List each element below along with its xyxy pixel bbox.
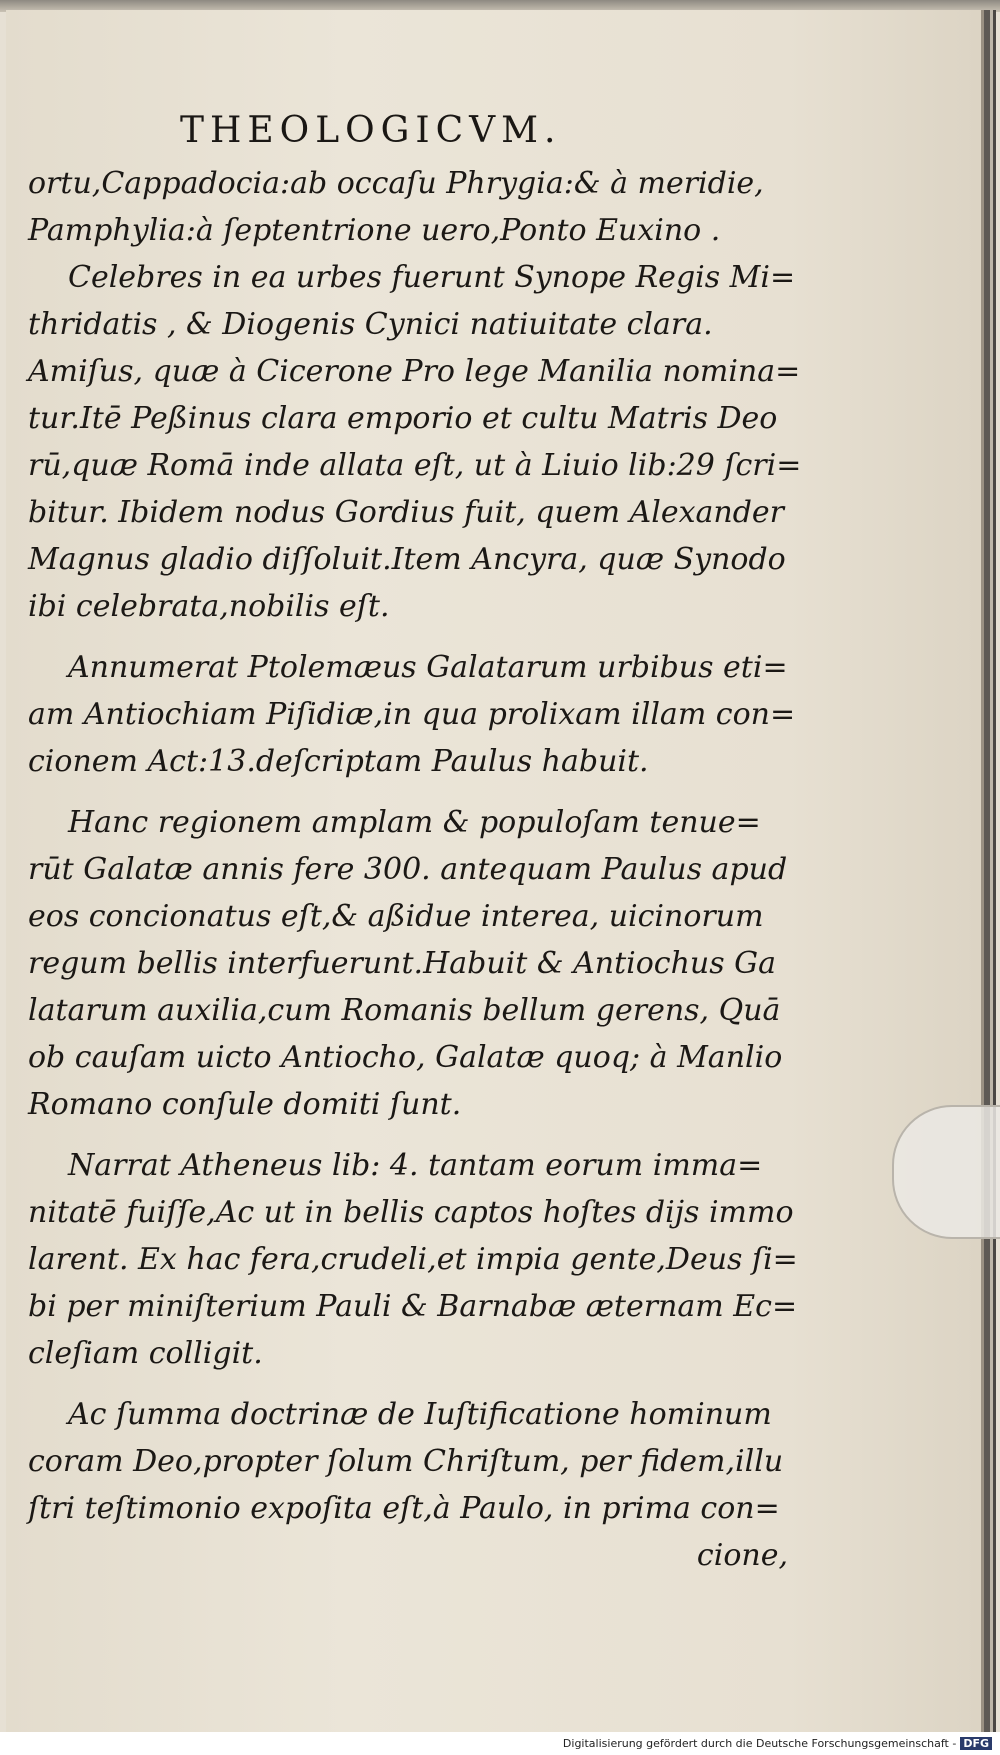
text-line: cionem Act:13.deſcriptam Paulus habuit. — [28, 744, 649, 779]
catchword: cione, — [696, 1538, 788, 1573]
text-line: Pamphylia:à ſeptentrione uero,Ponto Euxino . — [28, 213, 721, 248]
text-line: Magnus gladio diſſoluit.Item Ancyra, quæ Synodo — [28, 542, 786, 577]
text-line: tur.Itē Peßinus clara emporio et cultu Matris Deo — [28, 401, 778, 436]
text-line: coram Deo,propter ſolum Chriſtum, per fidem,illu — [28, 1444, 784, 1479]
text-line: eos concionatus eſt,& aßidue interea, uicinorum — [28, 899, 764, 934]
text-line: larent. Ex hac fera,crudeli,et impia gente,Deus ſi= — [28, 1242, 798, 1277]
text-line: nitatē fuiſſe,Ac ut in bellis captos hoſtes dijs immo — [28, 1195, 794, 1230]
dfg-logo: DFG — [960, 1737, 992, 1750]
text-line: ob cauſam uicto Antiocho, Galatæ quoq; à Manlio — [28, 1040, 783, 1075]
text-line: bi per miniſterium Pauli & Barnabæ æternam Ec= — [28, 1289, 798, 1324]
digitization-credit — [0, 1737, 992, 1750]
text-line: Hanc regionem amplam & populoſam tenue= — [68, 805, 761, 840]
text-line: latarum auxilia,cum Romanis bellum gerens, Quā — [28, 993, 781, 1028]
text-line: thridatis , & Diogenis Cynici natiuitate clara. — [28, 307, 713, 342]
text-line: Annumerat Ptolemæus Galatarum urbibus eti= — [68, 650, 788, 685]
credit-text: Digitalisierung gefördert durch die Deutsche Forschungsgemeinschaft - — [562, 1737, 957, 1750]
running-head: THEOLOGICVM. — [180, 110, 562, 151]
text-line: ortu,Cappadocia:ab occaſu Phrygia:& à meridie, — [28, 166, 764, 201]
text-line: rūt Galatæ annis fere 300. antequam Paulus apud — [28, 852, 788, 887]
text-line: Ac ſumma doctrinæ de Iuſtificatione hominum — [68, 1397, 772, 1432]
text-line: ſtri teſtimonio expoſita eſt,à Paulo, in prima con= — [28, 1491, 780, 1526]
page-clip — [892, 1105, 1000, 1239]
text-line: rū,quæ Romā inde allata eſt, ut à Liuio lib:29 ſcri= — [28, 448, 802, 483]
body-text — [28, 160, 802, 1579]
text-line: Romano conſule domiti ſunt. — [28, 1087, 462, 1122]
text-line: regum bellis interfuerunt.Habuit & Antiochus Ga — [28, 946, 777, 981]
text-line: Celebres in ea urbes fuerunt Synope Regis Mi= — [68, 260, 796, 295]
text-line: Narrat Atheneus lib: 4. tantam eorum imma= — [68, 1148, 763, 1183]
text-line: am Antiochiam Piſidiæ,in qua prolixam illam con= — [28, 697, 796, 732]
text-line: bitur. Ibidem nodus Gordius fuit, quem Alexander — [28, 495, 784, 530]
text-line: cleſiam colligit. — [28, 1336, 263, 1371]
text-line: Amiſus, quæ à Cicerone Pro lege Manilia nomina= — [28, 354, 801, 389]
text-line: ibi celebrata,nobilis eſt. — [28, 589, 390, 624]
